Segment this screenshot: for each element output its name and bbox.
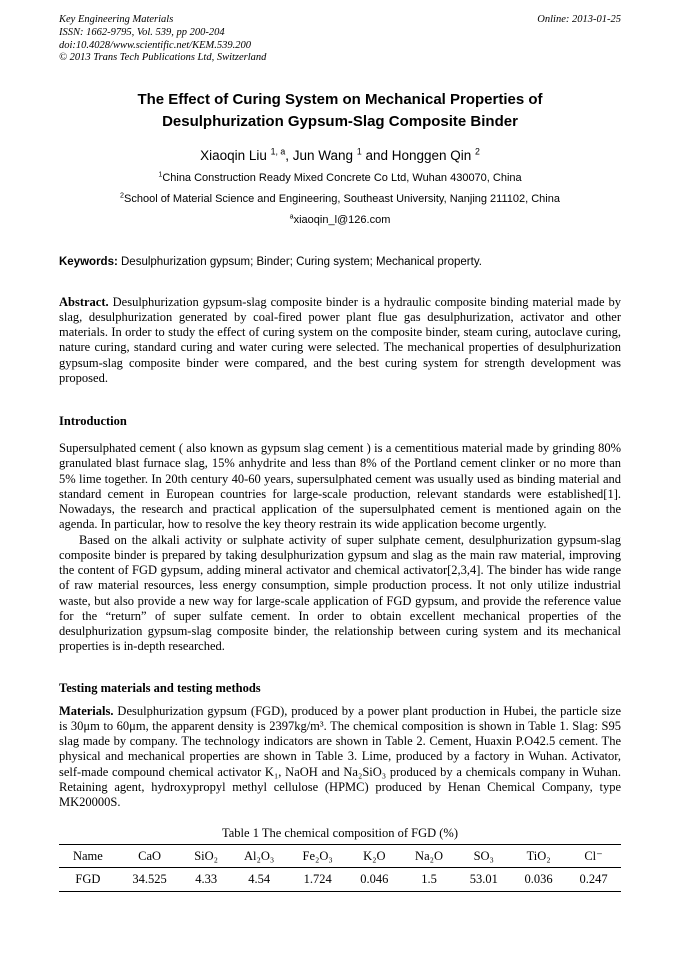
table1-cell-al2o3: 4.54: [248, 872, 271, 887]
table1-cell-fe2o3: 1.724: [303, 872, 332, 887]
introduction-paragraph-1: Supersulphated cement ( also known as gypsum slag cement ) is a cementitious material made by grinding 80% granulated blast furnace slag, 15% anhydrite and less than 8% of the Portland cement clinker or no more than 5% lime together. In 20th century 40-60 years, supersulphated cement was usually used as binding material and standard cement in European countries for large-scale production, relevant standards were established[1]. Nowadays, the research and practical application of the supersulphated cement is mentioned again on the agenda. In particular, how to resolve the key theory restrain its wide application become urgently.: [59, 441, 621, 532]
abstract-paragraph: [59, 295, 621, 387]
journal-copyright: © 2013 Trans Tech Publications Ltd, Switzerland: [59, 52, 267, 64]
keywords-label: Keywords:: [59, 255, 118, 268]
table1-cell-name: FGD: [75, 872, 101, 887]
online-date: Online: 2013-01-25: [537, 14, 621, 25]
table1-header-cao: CaO: [117, 845, 183, 868]
materials-text: Desulphurization gypsum (FGD), produced by a power plant production in Hubei, the particle size is 30μm to 60μm, the apparent density is 2397kg/m³. The chemical composition is shown in Table 1. Slag: S95 slag made by company. The technology indicators are shown in Table 2. Cement, Huaxin P.O42.5 cement. The physical and mechanical properties are shown in Table 3. Lime, produced by a factory in Wuhan. Activator, self-made compound chemical activator K₁, NaOH and Na₂SiO₃ produced by a chemicals company in Wuhan. Retaining agent, hydroxypropyl methyl cellulose (HPMC) produced by Henan Chemical Company, type MK20000S.: [59, 703, 621, 810]
abstract-label: Abstract.: [59, 294, 109, 309]
journal-name: Key Engineering Materials: [59, 14, 174, 25]
email-sup: a: [289, 212, 294, 221]
journal-issn: ISSN: 1662-9795, Vol. 539, pp 200-204: [59, 26, 225, 38]
table1: [59, 844, 621, 892]
table1-header-fe2o3: Fe₂O₃: [288, 845, 347, 868]
keywords-text: Desulphurization gypsum; Binder; Curing system; Mechanical property.: [117, 255, 482, 268]
table1-cell-na2o: 1.5: [421, 872, 437, 887]
materials-paragraph: [59, 704, 621, 811]
table1-header-k2o: K₂O: [347, 845, 402, 868]
author-separator-1: ,: [285, 147, 293, 163]
keywords-line: [59, 256, 621, 268]
table1-header-al2o3: Al₂O₃: [230, 845, 289, 868]
affiliation-1: [59, 172, 621, 184]
affiliation-2: [59, 193, 621, 205]
table1-cell-k2o: 0.046: [360, 872, 389, 887]
table1-header-row: [59, 845, 621, 868]
journal-header-row: [59, 14, 621, 27]
materials-label: Materials.: [59, 703, 114, 718]
email-text: xiaoqin_l@126.com: [293, 213, 391, 226]
paper-title: The Effect of Curing System on Mechanical Properties of Desulphurization Gypsum-Slag Composite Binder: [137, 91, 543, 130]
table1-cell-tio2: 0.036: [524, 872, 553, 887]
table1-cell-cl: 0.247: [579, 872, 608, 887]
affiliation-1-sup: 1: [158, 170, 163, 179]
table1-cell-sio2: 4.33: [195, 872, 218, 887]
journal-doi: doi:10.4028/www.scientific.net/KEM.539.200: [59, 39, 251, 51]
journal-header: [59, 14, 621, 65]
table1-header-name: Name: [59, 845, 117, 868]
affiliation-2-sup: 2: [120, 191, 124, 200]
abstract-text: Desulphurization gypsum-slag composite binder is a hydraulic composite binding material made by slag, desulphurization generated by coal-fired power plant flue gas desulphurization, activator and other materials. In order to study the effect of curing system on the composite binder, steam curing, autoclave curing, nature curing, standard curing and water curing were selected. The mechanical properties of desulphurization gypsum-slag composite binder were compared, and the best curing system for strength development was proposed.: [59, 294, 621, 385]
author-separator-2: and: [361, 147, 392, 163]
table1-header-so3: SO₃: [456, 845, 511, 868]
table1-header-cl: Cl⁻: [566, 845, 621, 868]
author-2-sup: 1: [356, 146, 362, 157]
affiliation-2-text: School of Material Science and Engineering, Southeast University, Nanjing 211102, China: [124, 192, 560, 205]
author-3: Honggen Qin: [391, 147, 476, 163]
affiliation-1-text: China Construction Ready Mixed Concrete Co Ltd, Wuhan 430070, China: [162, 171, 522, 184]
author-1-sup: 1, a: [270, 146, 286, 157]
table1-header-sio2: SiO₂: [182, 845, 230, 868]
author-2: Jun Wang: [292, 147, 357, 163]
author-1: Xiaoqin Liu: [200, 147, 271, 163]
author-3-sup: 2: [475, 146, 480, 157]
section-heading-testing: Testing materials and testing methods: [59, 680, 261, 695]
authors-line: [59, 148, 621, 163]
table1-header-tio2: TiO₂: [511, 845, 566, 868]
table1-header-na2o: Na₂O: [402, 845, 457, 868]
section-heading-introduction: Introduction: [59, 414, 127, 429]
author-email: [59, 214, 621, 226]
table1-cell-cao: 34.525: [132, 872, 167, 887]
table1-caption: Table 1 The chemical composition of FGD (%): [222, 826, 458, 841]
introduction-paragraph-2: Based on the alkali activity or sulphate activity of super sulphate cement, desulphurization gypsum-slag composite binder is prepared by taking desulphurization gypsum and slag as the main raw material, improving the content of FGD gypsum, adding mineral activator and chemical activator[2,3,4]. The binder has wide range of raw material resources, less energy consumption, simple production process. It not only utilize industrial waste, but also provide a new way for large-scale application of FGD gypsum, and provide the reference value for the “return” of super sulfate cement. In order to obtain excellent mechanical properties of the desulphurization gypsum-slag composite binder, the relationship between curing system and its mechanical properties is in-depth researched.: [59, 532, 621, 654]
table1-cell-so3: 53.01: [469, 872, 498, 887]
table1-data-row: [59, 868, 621, 892]
